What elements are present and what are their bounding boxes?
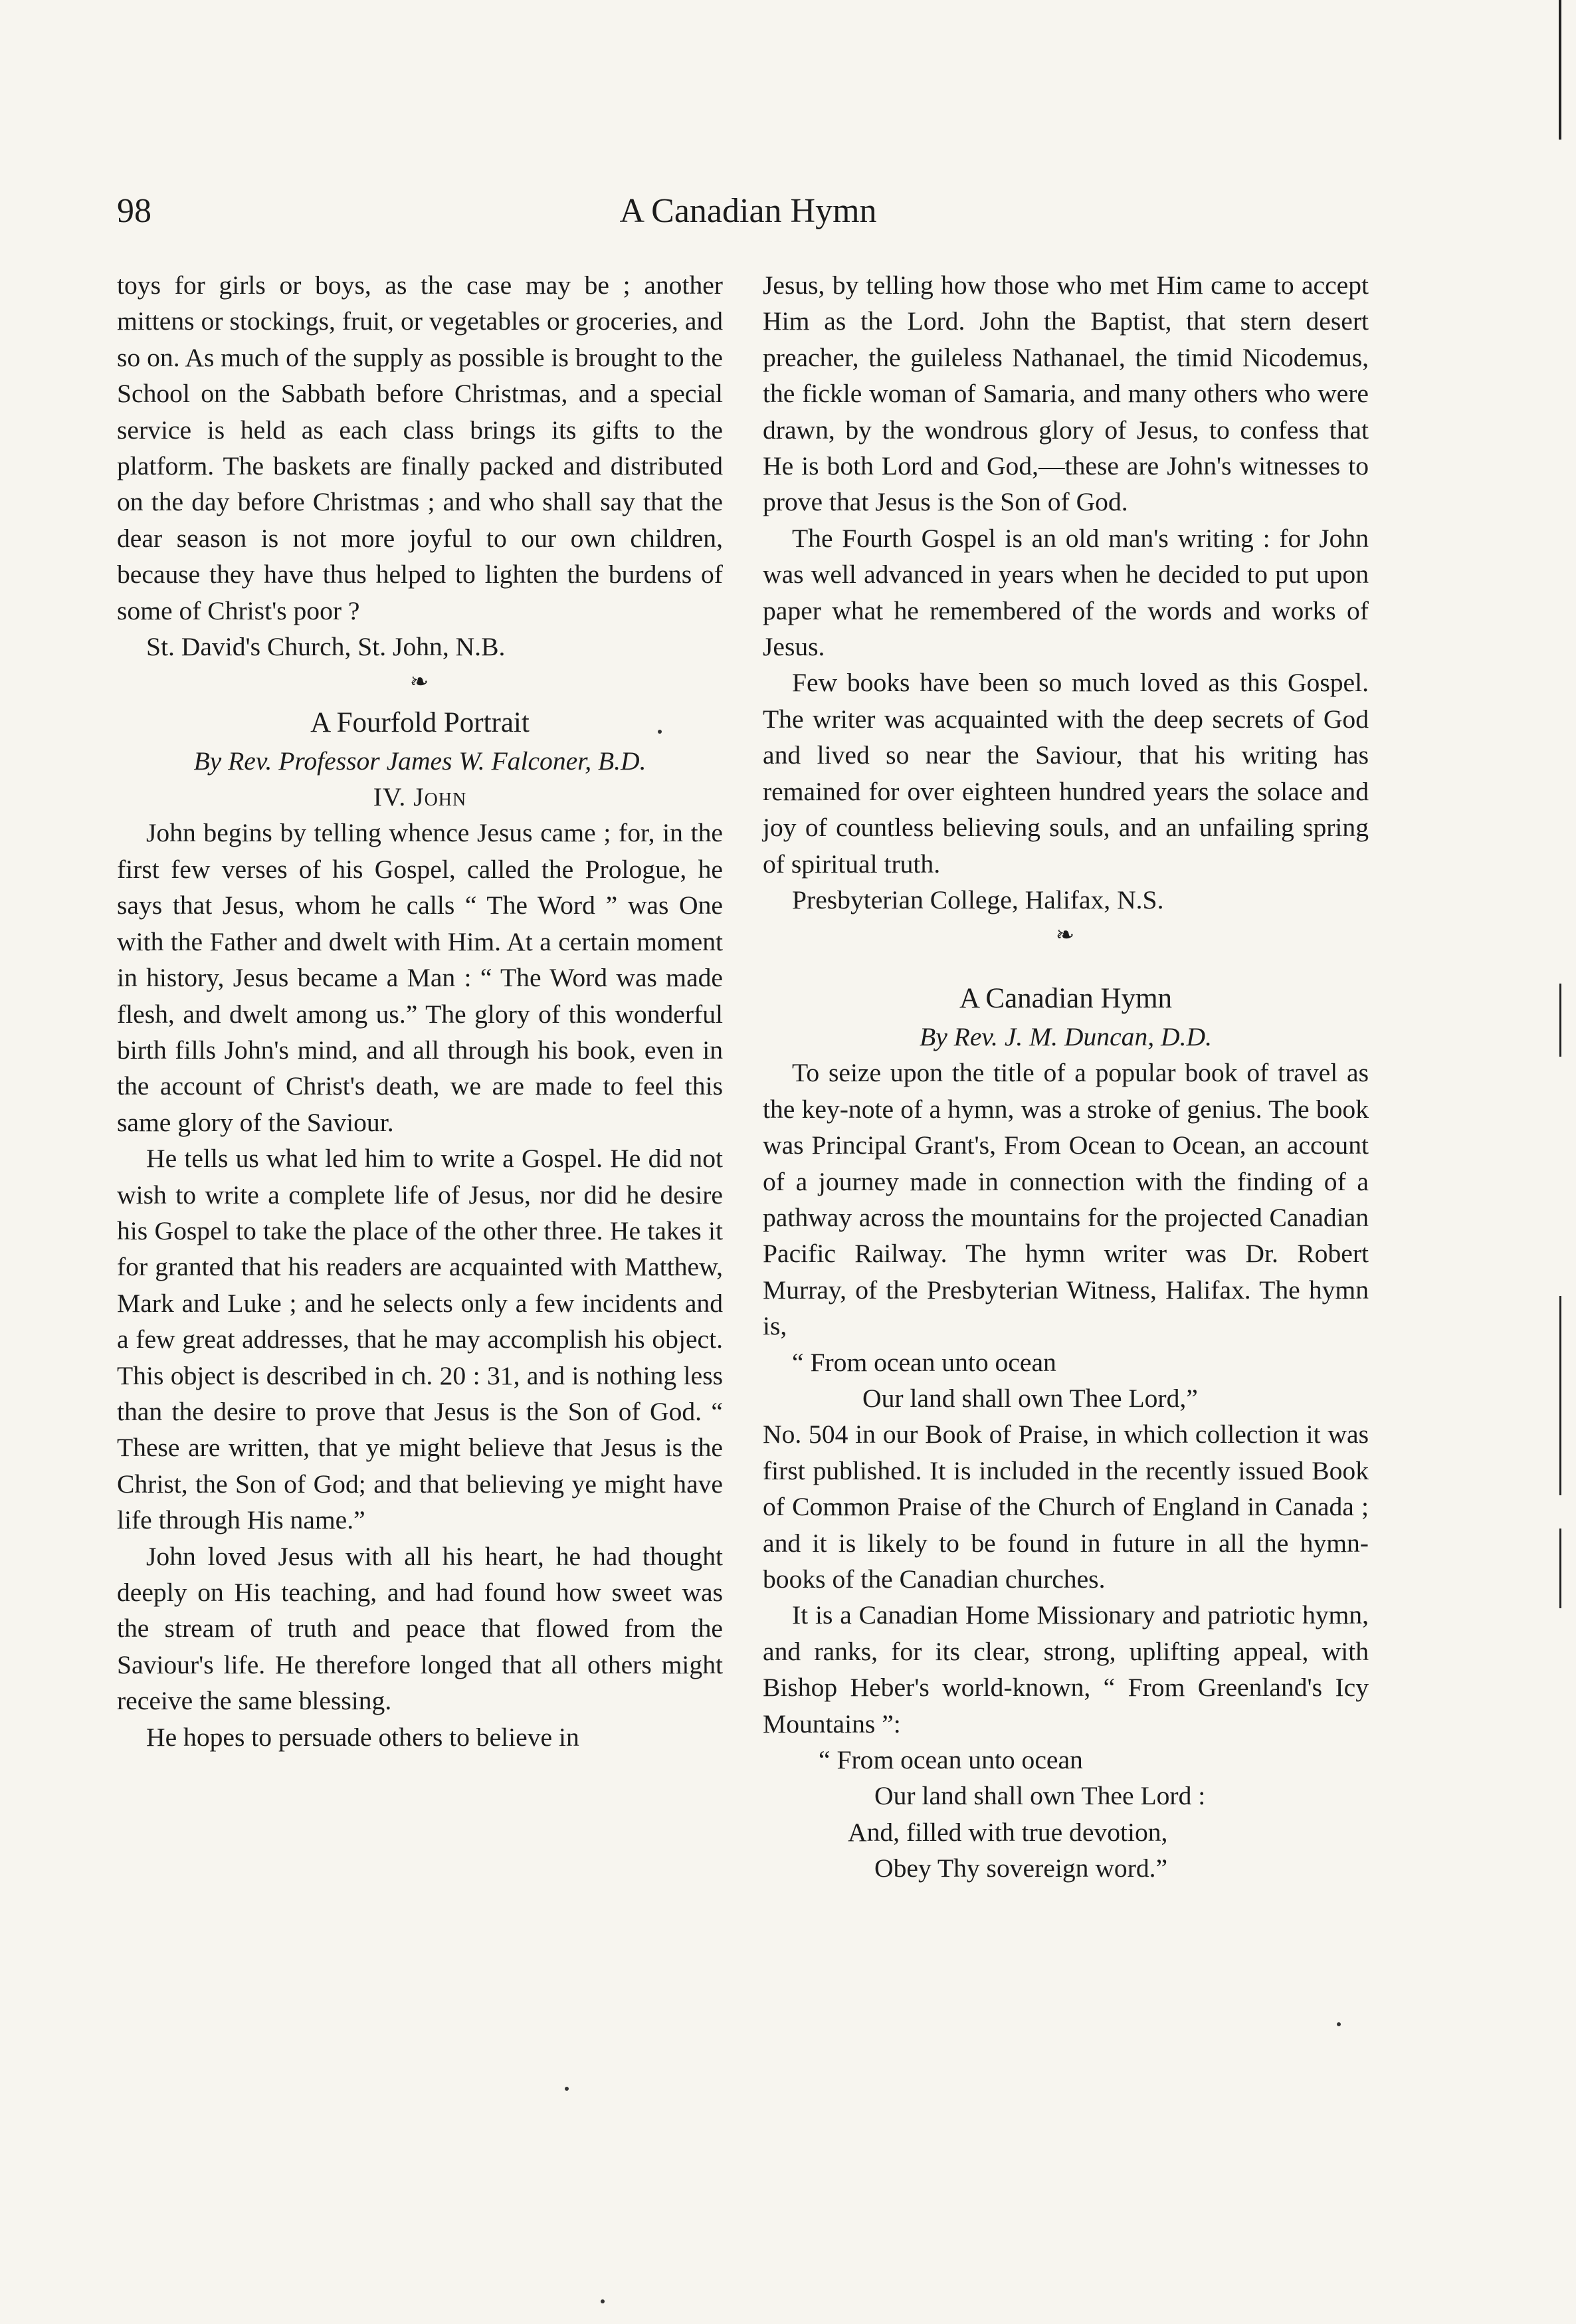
- college-signature: Presbyterian College, Halifax, N.S.: [792, 885, 1164, 914]
- paragraph: John begins by telling whence Jesus came ; for, in the first few verses of his Gospel, called the Prologue, he says that Jesus, whom he calls “ The Word ” was One with the Father and dwelt with Him. At a certain moment in history, Jesus became a Man : “ The Word was made flesh, and dwelt among us.” The glory of this wonderful birth fills John's mind, and all through his book, even in the account of Christ's death, we are made to feel this same glory of the Saviour.: [117, 818, 723, 1137]
- verse-line: Our land shall own Thee Lord,”: [862, 1383, 1198, 1413]
- article-title-canadian-hymn: A Canadian Hymn: [959, 983, 1173, 1015]
- article-byline: By Rev. J. M. Duncan, D.D.: [920, 1022, 1212, 1052]
- running-title: A Canadian Hymn: [619, 192, 877, 230]
- church-signature: St. David's Church, St. John, N.B.: [146, 632, 506, 662]
- scan-edge-mark: [1559, 1529, 1561, 1608]
- page-header: [117, 191, 1379, 238]
- section-heading: IV. John: [373, 782, 467, 812]
- scan-edge-mark: [1559, 1296, 1561, 1495]
- scan-dot: [1337, 2022, 1341, 2026]
- paragraph: Few books have been so much loved as this Gospel. The writer was acquainted with the deep secrets of God and lived so near the Saviour, that his writing has remained for over eighteen hundred years the solace and joy of countless believing souls, and an unfailing spring of spiritual truth.: [763, 668, 1369, 879]
- paragraph: To seize upon the title of a popular book of travel as the key-note of a hymn, was a stroke of genius. The book was Principal Grant's, From Ocean to Ocean, an account of a journey made in connection with the finding of a pathway across the mountains for the projected Canadian Pacific Railway. The hymn writer was Dr. Robert Murray, of the Presbyterian Witness, Halifax. The hymn is,: [763, 1058, 1369, 1341]
- scan-dot: [658, 730, 662, 734]
- ornament-divider: ❧: [409, 670, 431, 695]
- right-column: [763, 267, 1369, 1887]
- paragraph: The Fourth Gospel is an old man's writing : for John was well advanced in years when he decided to put upon paper what he remembered of the words and works of Jesus.: [763, 523, 1369, 662]
- left-column: [117, 267, 723, 1755]
- scan-dot: [565, 2087, 569, 2091]
- page-number: 98: [117, 192, 151, 230]
- article-byline: By Rev. Professor James W. Falconer, B.D.: [193, 746, 646, 776]
- scan-edge-mark: [1559, 0, 1561, 140]
- paragraph: He tells us what led him to write a Gospel. He did not wish to write a complete life of Jesus, nor did he desire his Gospel to take the place of the other three. He takes it for granted that his readers are acquainted with Matthew, Mark and Luke ; and he selects only a few incidents and a few great addresses, that he may accomplish his object. This object is described in ch. 20 : 31, and is nothing less than the desire to prove that Jesus is the Son of God. “ These are written, that ye might believe that Jesus is the Christ, the Son of God; and that believing ye might have life through His name.”: [117, 1144, 723, 1535]
- verse-line: “ From ocean unto ocean: [819, 1745, 1083, 1775]
- article-title-fourfold-portrait: A Fourfold Portrait: [310, 707, 530, 739]
- verse-line: “ From ocean unto ocean: [792, 1347, 1056, 1377]
- paragraph: He hopes to persuade others to believe in: [146, 1722, 579, 1752]
- paragraph: Jesus, by telling how those who met Him came to accept Him as the Lord. John the Baptist, that stern desert preacher, the guileless Nathanael, the timid Nicodemus, the fickle woman of Samaria, and many others who were drawn, by the wondrous glory of Jesus, to confess that He is both Lord and God,—these are John's witnesses to prove that Jesus is the Son of God.: [763, 270, 1369, 517]
- scan-edge-mark: [1559, 984, 1561, 1057]
- verse-line: And, filled with true devotion,: [848, 1817, 1168, 1847]
- verse-line: Obey Thy sovereign word.”: [874, 1853, 1168, 1883]
- scan-dot: [601, 2299, 605, 2303]
- paragraph: It is a Canadian Home Missionary and patriotic hymn, and ranks, for its clear, strong, uplifting appeal, with Bishop Heber's world-known, “ From Greenland's Icy Mountains ”:: [763, 1600, 1369, 1739]
- paragraph: No. 504 in our Book of Praise, in which collection it was first published. It is included in the recently issued Book of Common Praise of the Church of England in Canada ; and it is likely to be found in future in all the hymn-books of the Canadian churches.: [763, 1420, 1369, 1594]
- verse-line: Our land shall own Thee Lord :: [874, 1781, 1206, 1811]
- paragraph: John loved Jesus with all his heart, he had thought deeply on His teaching, and had found how sweet was the stream of truth and peace that flowed from the Saviour's life. He therefore longed that all others might receive the same blessing.: [117, 1541, 723, 1716]
- ornament-divider: ❧: [1055, 923, 1076, 948]
- paragraph: toys for girls or boys, as the case may be ; another mittens or stockings, fruit, or vegetables or groceries, and so on. As much of the supply as possible is brought to the School on the Sabbath before Christmas, and a special service is held as each class brings its gifts to the platform. The baskets are finally packed and distributed on the day before Christmas ; and who shall say that the dear season is not more joyful to our own children, because they have thus helped to lighten the burdens of some of Christ's poor ?: [117, 270, 723, 625]
